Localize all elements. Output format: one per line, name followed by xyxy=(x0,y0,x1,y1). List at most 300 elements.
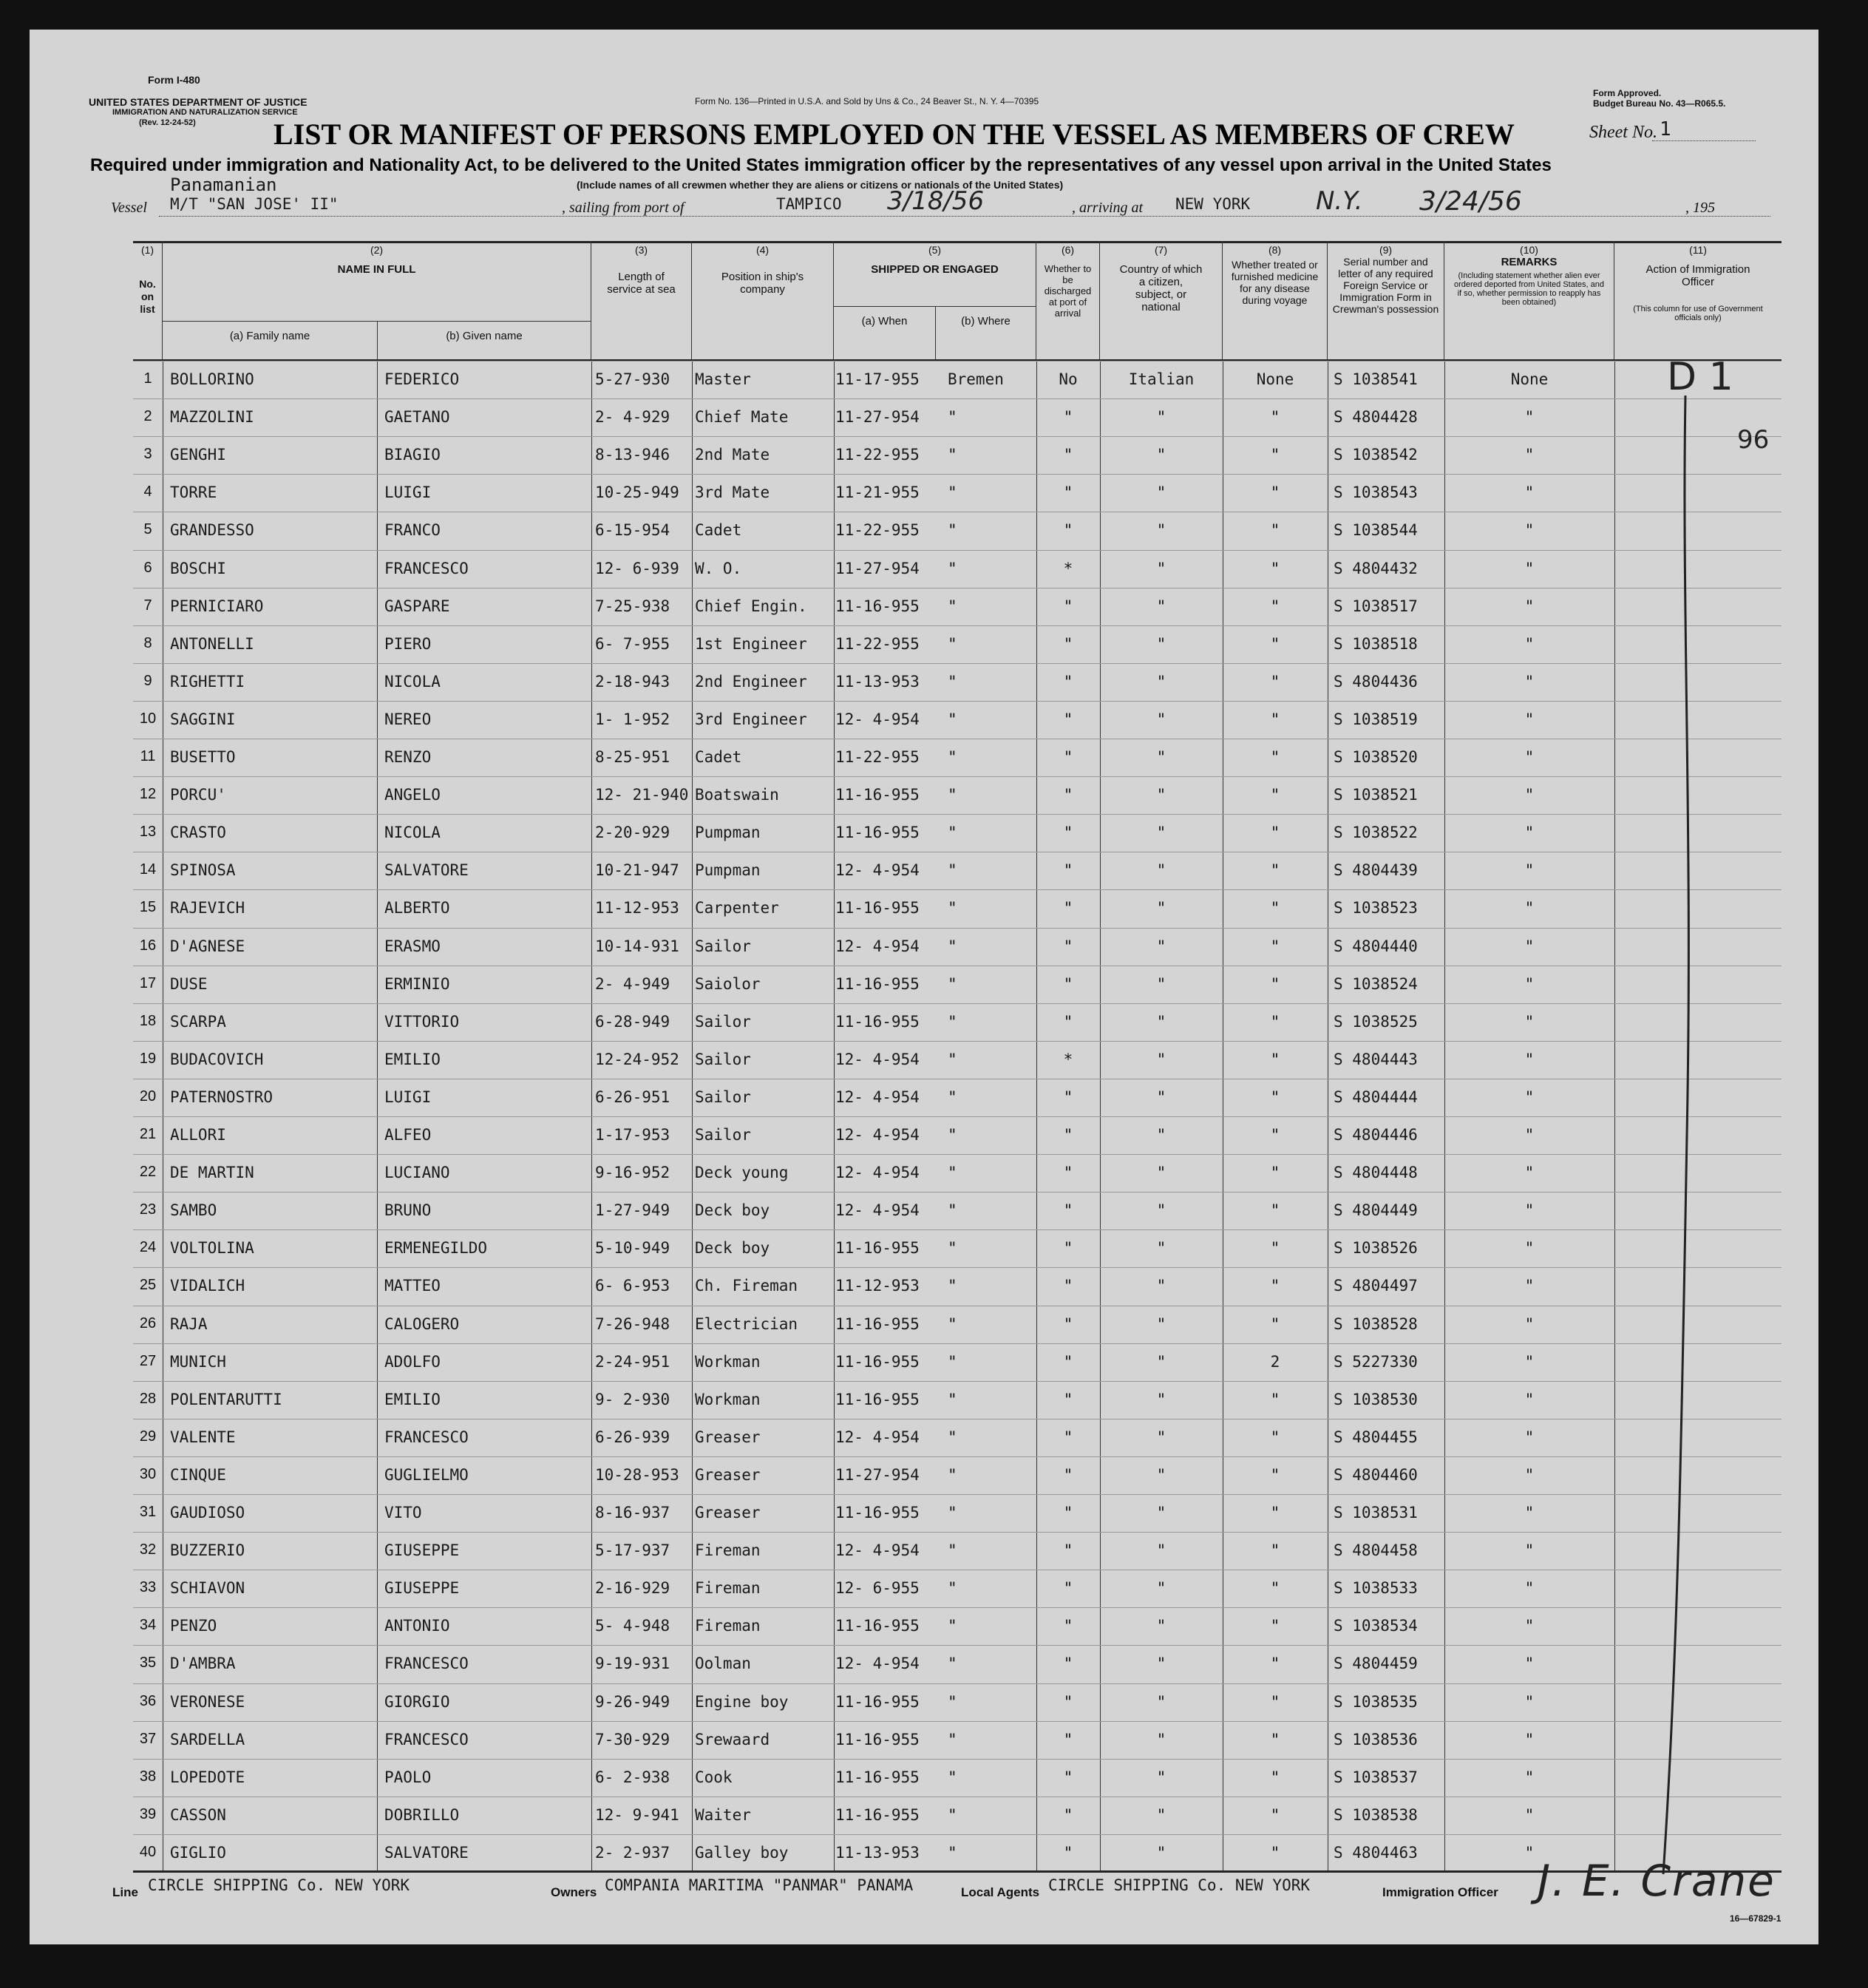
given-name-cell: GAETANO xyxy=(384,408,450,427)
country-cell: " xyxy=(1156,1088,1166,1106)
country-cell: " xyxy=(1156,1201,1166,1220)
serial-number-cell: S 4804428 xyxy=(1334,408,1418,427)
country-cell: " xyxy=(1156,937,1166,955)
vessel-label: Vessel xyxy=(111,200,147,216)
given-name-cell: BRUNO xyxy=(384,1201,432,1220)
remarks-cell: " xyxy=(1524,597,1535,615)
country-cell: " xyxy=(1156,634,1166,653)
agents-label: Local Agents xyxy=(961,1885,1040,1899)
country-cell: " xyxy=(1156,1126,1166,1144)
row-number-cell: 30 xyxy=(139,1465,157,1482)
shipped-when-cell: 11-12-953 xyxy=(835,1277,920,1295)
remarks-cell: " xyxy=(1524,1239,1535,1258)
position-cell: 1st Engineer xyxy=(695,634,807,653)
serial-number-cell: S 1038525 xyxy=(1334,1012,1418,1031)
col-discharged: (6) Whether to be discharged at port of arrival xyxy=(1036,241,1100,359)
given-name-cell: ALBERTO xyxy=(384,899,450,917)
given-name-cell: NEREO xyxy=(384,710,432,728)
row-number-cell: 34 xyxy=(139,1617,157,1634)
family-name-cell: VALENTE xyxy=(170,1428,236,1446)
discharged-cell: " xyxy=(1063,1390,1073,1408)
shipped-when-cell: 11-22-955 xyxy=(835,748,920,766)
position-cell: Greaser xyxy=(695,1465,761,1484)
family-name-cell: CRASTO xyxy=(170,824,226,842)
shipped-where-cell: " xyxy=(948,1164,957,1182)
given-name-cell: GIUSEPPE xyxy=(384,1579,460,1598)
row-number-cell: 33 xyxy=(139,1579,157,1596)
medicine-cell: " xyxy=(1270,1805,1280,1824)
position-cell: Fireman xyxy=(695,1579,761,1598)
discharged-cell: " xyxy=(1063,1504,1073,1521)
service-length-cell: 6- 7-955 xyxy=(595,634,670,653)
given-name-cell: ERMENEGILDO xyxy=(384,1239,488,1258)
table-row xyxy=(133,966,1782,1004)
table-row xyxy=(133,1381,1782,1419)
table-row xyxy=(133,1419,1782,1457)
country-cell: " xyxy=(1156,559,1166,577)
serial-number-cell: S 1038528 xyxy=(1334,1314,1418,1333)
country-cell: " xyxy=(1156,1428,1166,1446)
row-number-cell: 15 xyxy=(139,899,157,916)
family-name-cell: ANTONELLI xyxy=(170,634,254,653)
family-name-cell: RAJA xyxy=(170,1314,208,1333)
remarks-cell: " xyxy=(1524,1277,1535,1295)
country-cell: " xyxy=(1156,1390,1166,1408)
country-cell: " xyxy=(1156,484,1166,502)
shipped-when-cell: 11-22-955 xyxy=(835,446,920,464)
row-number-cell: 39 xyxy=(139,1805,157,1822)
shipped-where-cell: " xyxy=(948,1201,957,1220)
table-row xyxy=(133,1456,1782,1495)
shipped-where-cell: " xyxy=(948,1352,957,1371)
position-cell: Oolman xyxy=(695,1655,751,1673)
given-name-cell: CALOGERO xyxy=(384,1314,460,1333)
country-cell: " xyxy=(1156,1692,1166,1711)
discharged-cell: " xyxy=(1063,1579,1073,1598)
table-row xyxy=(133,1116,1782,1155)
budget-bureau: Budget Bureau No. 43—R065.5. xyxy=(1593,98,1726,109)
table-row xyxy=(133,1079,1782,1117)
shipped-when-cell: 12- 4-954 xyxy=(835,1428,920,1446)
row-number-cell: 25 xyxy=(139,1277,157,1294)
family-name-cell: MUNICH xyxy=(170,1352,226,1371)
position-cell: Sailor xyxy=(695,1050,751,1068)
given-name-cell: ALFEO xyxy=(384,1126,432,1144)
medicine-cell: " xyxy=(1270,1541,1280,1560)
officer-bracket-stroke xyxy=(1641,396,1715,1882)
remarks-cell: " xyxy=(1524,974,1535,993)
given-name-cell: MATTEO xyxy=(384,1277,441,1295)
position-cell: Workman xyxy=(695,1390,761,1408)
medicine-cell: None xyxy=(1256,370,1294,388)
service-length-cell: 6-26-951 xyxy=(595,1088,670,1106)
position-cell: Greaser xyxy=(695,1504,761,1521)
row-number-cell: 17 xyxy=(139,974,157,991)
table-row xyxy=(133,1003,1782,1042)
medicine-cell: " xyxy=(1270,1201,1280,1220)
shipped-when-cell: 11-16-955 xyxy=(835,1730,920,1748)
remarks-cell: " xyxy=(1524,1579,1535,1598)
medicine-cell: " xyxy=(1270,1692,1280,1711)
row-number-cell: 14 xyxy=(139,861,157,878)
arrival-date: 3/24/56 xyxy=(1419,186,1522,217)
remarks-cell: " xyxy=(1524,1050,1535,1068)
shipped-where-cell: " xyxy=(948,1843,957,1862)
page-title: LIST OR MANIFEST OF PERSONS EMPLOYED ON THE VESSEL AS MEMBERS OF CREW xyxy=(274,118,1515,151)
row-number-cell: 6 xyxy=(143,559,152,576)
table-row xyxy=(133,1343,1782,1382)
row-number-cell: 35 xyxy=(139,1655,157,1672)
position-cell: Sailor xyxy=(695,1126,751,1144)
medicine-cell: " xyxy=(1270,1655,1280,1673)
discharged-cell: " xyxy=(1063,1088,1073,1106)
remarks-cell: " xyxy=(1524,1768,1535,1786)
service-length-cell: 6-28-949 xyxy=(595,1012,670,1031)
serial-number-cell: S 5227330 xyxy=(1334,1352,1418,1371)
remarks-cell: " xyxy=(1524,484,1535,502)
discharged-cell: " xyxy=(1063,1655,1073,1673)
position-cell: W. O. xyxy=(695,559,742,577)
service-length-cell: 6-15-954 xyxy=(595,521,670,540)
table-row xyxy=(133,361,1782,399)
serial-number-cell: S 1038535 xyxy=(1334,1692,1418,1711)
row-number-cell: 32 xyxy=(139,1541,157,1558)
country-cell: " xyxy=(1156,824,1166,842)
service-length-cell: 7-25-938 xyxy=(595,597,670,615)
serial-number-cell: S 1038538 xyxy=(1334,1805,1418,1824)
shipped-when-cell: 11-16-955 xyxy=(835,1314,920,1333)
shipped-when-cell: 11-17-955 xyxy=(835,370,920,388)
shipped-when-cell: 12- 4-954 xyxy=(835,861,920,880)
service: IMMIGRATION AND NATURALIZATION SERVICE xyxy=(112,108,298,117)
position-cell: Srewaard xyxy=(695,1730,770,1748)
table-row xyxy=(133,739,1782,777)
medicine-cell: " xyxy=(1270,634,1280,653)
family-name-cell: MAZZOLINI xyxy=(170,408,254,427)
serial-number-cell: S 4804440 xyxy=(1334,937,1418,955)
service-length-cell: 5-27-930 xyxy=(595,370,670,388)
service-length-cell: 1-27-949 xyxy=(595,1201,670,1220)
discharged-cell: " xyxy=(1063,1239,1073,1258)
shipped-when-cell: 11-16-955 xyxy=(835,597,920,615)
given-name-cell: PIERO xyxy=(384,634,432,653)
discharged-cell: " xyxy=(1063,1465,1073,1484)
remarks-cell: " xyxy=(1524,1655,1535,1673)
col-shipped: (5) SHIPPED OR ENGAGED (a) When (b) Where xyxy=(834,241,1036,359)
given-name-cell: FRANCESCO xyxy=(384,1428,469,1446)
shipped-where-cell: " xyxy=(948,1239,957,1258)
family-name-cell: D'AMBRA xyxy=(170,1655,236,1673)
table-row xyxy=(133,1267,1782,1306)
medicine-cell: " xyxy=(1270,1164,1280,1182)
given-name-cell: SALVATORE xyxy=(384,1843,469,1862)
col-serial: (9) Serial number and letter of any required Foreign Service or Immigration Form in Crewman's possession xyxy=(1328,241,1444,359)
table-row xyxy=(133,625,1782,664)
position-cell: Cook xyxy=(695,1768,733,1786)
medicine-cell: " xyxy=(1270,1314,1280,1333)
position-cell: Fireman xyxy=(695,1617,761,1635)
remarks-cell: " xyxy=(1524,1126,1535,1144)
given-name-cell: FEDERICO xyxy=(384,370,460,388)
remarks-cell: " xyxy=(1524,1730,1535,1748)
col-given-name: (b) Given name xyxy=(446,330,523,342)
remarks-cell: " xyxy=(1524,710,1535,728)
given-name-cell: GIUSEPPE xyxy=(384,1541,460,1560)
position-cell: Saiolor xyxy=(695,974,761,993)
row-number-cell: 36 xyxy=(139,1692,157,1709)
include-note: (Include names of all crewmen whether they are aliens or citizens or nationals of the United States) xyxy=(577,179,1064,191)
discharged-cell: " xyxy=(1063,786,1073,804)
shipped-where-cell: " xyxy=(948,1390,957,1408)
country-cell: " xyxy=(1156,974,1166,993)
row-number-cell: 27 xyxy=(139,1352,157,1369)
serial-number-cell: S 4804439 xyxy=(1334,861,1418,880)
service-length-cell: 10-25-949 xyxy=(595,484,679,502)
shipped-when-cell: 11-16-955 xyxy=(835,1617,920,1635)
discharged-cell: " xyxy=(1063,1012,1073,1031)
col-name: (2) NAME IN FULL (a) Family name (b) Given name xyxy=(163,241,591,359)
family-name-cell: BUDACOVICH xyxy=(170,1050,264,1068)
discharged-cell: " xyxy=(1063,937,1073,955)
discharged-cell: No xyxy=(1059,370,1078,388)
country-cell: " xyxy=(1156,1655,1166,1673)
shipping-line: CIRCLE SHIPPING Co. NEW YORK xyxy=(148,1876,410,1894)
service-length-cell: 2- 2-937 xyxy=(595,1843,670,1862)
position-cell: 3rd Mate xyxy=(695,484,770,502)
shipped-when-cell: 11-16-955 xyxy=(835,1390,920,1408)
row-number-cell: 10 xyxy=(139,710,157,727)
family-name-cell: DE MARTIN xyxy=(170,1164,254,1182)
shipped-where-cell: " xyxy=(948,1617,957,1635)
position-cell: Chief Mate xyxy=(695,408,789,427)
position-cell: Deck young xyxy=(695,1164,789,1182)
shipped-when-cell: 11-21-955 xyxy=(835,484,920,502)
given-name-cell: LUIGI xyxy=(384,1088,432,1106)
row-number-cell: 2 xyxy=(143,408,152,425)
year-label: , 195 xyxy=(1685,200,1715,216)
sailing-date: 3/18/56 xyxy=(887,186,985,216)
shipped-when-cell: 11-22-955 xyxy=(835,634,920,653)
table-row xyxy=(133,1759,1782,1797)
remarks-cell: " xyxy=(1524,1504,1535,1521)
table-row xyxy=(133,550,1782,588)
legal-requirement: Required under immigration and Nationality Act, to be delivered to the United States immigration officer by the representatives of any vessel upon arrival in the United States xyxy=(90,155,1552,175)
remarks-cell: " xyxy=(1524,1012,1535,1031)
service-length-cell: 11-12-953 xyxy=(595,899,679,917)
row-number-cell: 21 xyxy=(139,1126,157,1142)
medicine-cell: " xyxy=(1270,1617,1280,1635)
line-label: Line xyxy=(112,1885,138,1899)
row-number-cell: 8 xyxy=(143,634,152,651)
family-name-cell: CASSON xyxy=(170,1805,226,1824)
shipped-where-cell: " xyxy=(948,1050,957,1068)
remarks-cell: " xyxy=(1524,1541,1535,1560)
table-row xyxy=(133,1229,1782,1268)
given-name-cell: ANGELO xyxy=(384,786,441,804)
serial-number-cell: S 1038530 xyxy=(1334,1390,1418,1408)
shipped-where-cell: " xyxy=(948,1465,957,1484)
vessel-flag: Panamanian xyxy=(170,174,277,195)
service-length-cell: 7-30-929 xyxy=(595,1730,670,1748)
officer-mark: D 1 xyxy=(1667,355,1733,399)
given-name-cell: NICOLA xyxy=(384,824,441,842)
shipped-where-cell: " xyxy=(948,1314,957,1333)
service-length-cell: 2-18-943 xyxy=(595,672,670,691)
table-row xyxy=(133,1494,1782,1533)
col-service: (3) Length of service at sea xyxy=(591,241,692,359)
discharged-cell: " xyxy=(1063,824,1073,842)
shipped-where-cell: " xyxy=(948,710,957,728)
given-name-cell: FRANCESCO xyxy=(384,1655,469,1673)
given-name-cell: NICOLA xyxy=(384,672,441,691)
serial-number-cell: S 4804449 xyxy=(1334,1201,1418,1220)
service-length-cell: 8-25-951 xyxy=(595,748,670,766)
service-length-cell: 6- 6-953 xyxy=(595,1277,670,1295)
discharged-cell: " xyxy=(1063,484,1073,502)
service-length-cell: 2-20-929 xyxy=(595,824,670,842)
remarks-cell: " xyxy=(1524,408,1535,427)
shipped-where-cell: " xyxy=(948,1541,957,1560)
remarks-cell: " xyxy=(1524,1465,1535,1484)
service-length-cell: 10-14-931 xyxy=(595,937,679,955)
position-cell: Greaser xyxy=(695,1428,761,1446)
given-name-cell: GIORGIO xyxy=(384,1692,450,1711)
position-cell: Workman xyxy=(695,1352,761,1371)
discharged-cell: " xyxy=(1063,1617,1073,1635)
family-name-cell: PENZO xyxy=(170,1617,217,1635)
country-cell: " xyxy=(1156,1541,1166,1560)
col-officer-action: (11) Action of Immigration Officer (This column for use of Government officials only) xyxy=(1633,244,1763,322)
row-number-cell: 19 xyxy=(139,1050,157,1067)
family-name-cell: BOSCHI xyxy=(170,559,226,577)
family-name-cell: PATERNOSTRO xyxy=(170,1088,274,1106)
table-row xyxy=(133,1154,1782,1193)
table-row xyxy=(133,1683,1782,1722)
row-number-cell: 4 xyxy=(143,484,152,501)
position-cell: Deck boy xyxy=(695,1239,770,1258)
table-row xyxy=(133,663,1782,702)
position-cell: Master xyxy=(695,370,751,388)
shipped-where-cell: " xyxy=(948,899,957,917)
medicine-cell: " xyxy=(1270,1239,1280,1258)
medicine-cell: " xyxy=(1270,786,1280,804)
family-name-cell: SPINOSA xyxy=(170,861,236,880)
shipped-where-cell: " xyxy=(948,1088,957,1106)
serial-number-cell: S 4804459 xyxy=(1334,1655,1418,1673)
arriving-label: , arriving at xyxy=(1072,200,1144,216)
table-row xyxy=(133,1834,1782,1873)
family-name-cell: BUSETTO xyxy=(170,748,236,766)
shipped-when-cell: 12- 4-954 xyxy=(835,1088,920,1106)
given-name-cell: EMILIO xyxy=(384,1390,441,1408)
family-name-cell: DUSE xyxy=(170,974,208,993)
row-number-cell: 26 xyxy=(139,1314,157,1331)
given-name-cell: RENZO xyxy=(384,748,432,766)
row-number-cell: 18 xyxy=(139,1012,157,1029)
discharged-cell: " xyxy=(1063,1428,1073,1446)
position-cell: Sailor xyxy=(695,1088,751,1106)
table-row xyxy=(133,1645,1782,1683)
given-name-cell: FRANCO xyxy=(384,521,441,540)
service-length-cell: 7-26-948 xyxy=(595,1314,670,1333)
printer-note: Form No. 136—Printed in U.S.A. and Sold by Uns & Co., 24 Beaver St., N. Y. 4—70395 xyxy=(695,96,1039,106)
medicine-cell: " xyxy=(1270,446,1280,464)
shipped-when-cell: 11-16-955 xyxy=(835,1239,920,1258)
service-length-cell: 2-16-929 xyxy=(595,1579,670,1598)
table-row xyxy=(133,1721,1782,1760)
family-name-cell: BUZZERIO xyxy=(170,1541,245,1560)
medicine-cell: " xyxy=(1270,974,1280,993)
shipped-when-cell: 12- 4-954 xyxy=(835,1050,920,1068)
serial-number-cell: S 1038526 xyxy=(1334,1239,1418,1258)
remarks-cell: " xyxy=(1524,1164,1535,1182)
service-length-cell: 12- 21-940 xyxy=(595,786,689,804)
row-number-cell: 11 xyxy=(140,748,156,764)
family-name-cell: CINQUE xyxy=(170,1465,226,1484)
position-cell: Ch. Fireman xyxy=(695,1277,798,1295)
position-cell: 2nd Mate xyxy=(695,446,770,464)
medicine-cell: " xyxy=(1270,484,1280,502)
form-code: 16—67829-1 xyxy=(1730,1913,1782,1924)
serial-number-cell: S 4804455 xyxy=(1334,1428,1418,1446)
discharged-cell: " xyxy=(1063,1843,1073,1862)
remarks-cell: " xyxy=(1524,824,1535,842)
medicine-cell: 2 xyxy=(1270,1352,1280,1371)
medicine-cell: " xyxy=(1270,1768,1280,1786)
row-number-cell: 38 xyxy=(139,1768,157,1785)
family-name-cell: SAGGINI xyxy=(170,710,236,728)
given-name-cell: ANTONIO xyxy=(384,1617,450,1635)
medicine-cell: " xyxy=(1270,1390,1280,1408)
service-length-cell: 2- 4-949 xyxy=(595,974,670,993)
remarks-cell: " xyxy=(1524,1352,1535,1371)
discharged-cell: " xyxy=(1063,521,1073,540)
medicine-cell: " xyxy=(1270,1504,1280,1521)
serial-number-cell: S 1038520 xyxy=(1334,748,1418,766)
table-row xyxy=(133,1532,1782,1570)
service-length-cell: 1-17-953 xyxy=(595,1126,670,1144)
serial-number-cell: S 4804463 xyxy=(1334,1843,1418,1862)
remarks-cell: " xyxy=(1524,1088,1535,1106)
serial-number-cell: S 1038531 xyxy=(1334,1504,1418,1521)
remarks-cell: " xyxy=(1524,521,1535,540)
discharged-cell: " xyxy=(1063,446,1073,464)
discharged-cell: " xyxy=(1063,1692,1073,1711)
remarks-cell: " xyxy=(1524,1314,1535,1333)
col-remarks: (10) REMARKS (Including statement whether alien ever ordered deported from United States, and if so, whether permission to reapply has been obtained) xyxy=(1444,241,1614,359)
family-name-cell: GENGHI xyxy=(170,446,226,464)
service-length-cell: 5-17-937 xyxy=(595,1541,670,1560)
medicine-cell: " xyxy=(1270,1126,1280,1144)
remarks-cell: " xyxy=(1524,1805,1535,1824)
shipped-where-cell: " xyxy=(948,1768,957,1786)
family-name-cell: GRANDESSO xyxy=(170,521,254,540)
medicine-cell: " xyxy=(1270,824,1280,842)
row-number-cell: 12 xyxy=(139,786,157,803)
shipped-when-cell: 11-16-955 xyxy=(835,824,920,842)
shipped-where-cell: " xyxy=(948,748,957,766)
shipped-when-cell: 11-16-955 xyxy=(835,1805,920,1824)
shipped-when-cell: 11-16-955 xyxy=(835,786,920,804)
serial-number-cell: S 4804443 xyxy=(1334,1050,1418,1068)
shipped-when-cell: 12- 4-954 xyxy=(835,1541,920,1560)
sheet-line xyxy=(1652,140,1756,141)
shipped-where-cell: " xyxy=(948,786,957,804)
shipped-where-cell: " xyxy=(948,824,957,842)
given-name-cell: VITO xyxy=(384,1504,422,1521)
shipped-where-cell: " xyxy=(948,408,957,427)
service-length-cell: 9- 2-930 xyxy=(595,1390,670,1408)
